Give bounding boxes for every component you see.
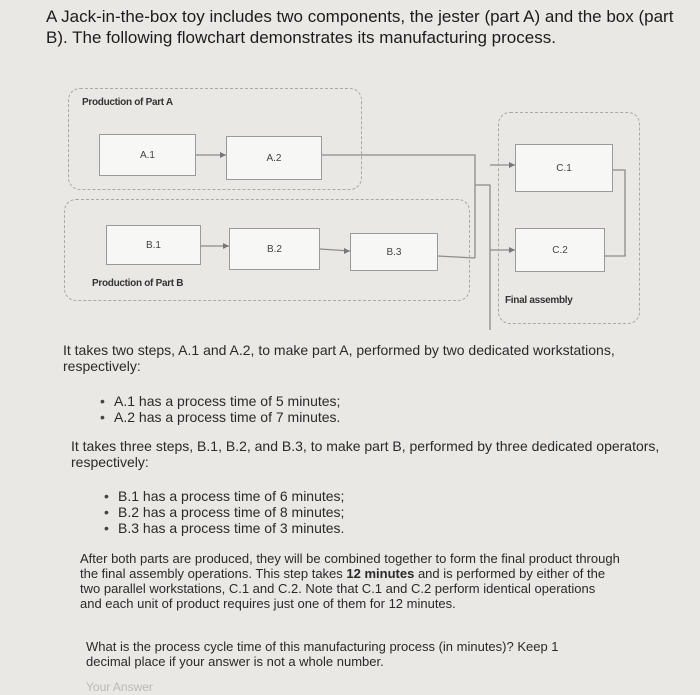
paragraph-final-assembly-text	[80, 551, 620, 611]
intro-text: A Jack-in-the-box toy includes two components, the jester (part A) and the box (part B). The following flowchart demonstrates its manufacturing process.	[46, 7, 674, 47]
connector-split	[475, 185, 490, 330]
group-final-label: Final assembly	[505, 295, 573, 306]
station-c1: C.1	[515, 144, 613, 192]
paragraph-part-b-text: It takes three steps, B.1, B.2, and B.3, to make part B, performed by three dedicated operators, respectively:	[71, 438, 660, 470]
station-b1: B.1	[106, 225, 201, 265]
group-part-a-label: Production of Part A	[82, 97, 173, 108]
list-item: • A.1 has a process time of 5 minutes;	[100, 393, 500, 409]
paragraph-part-b	[71, 438, 661, 470]
bullets-part-b	[104, 488, 504, 536]
assembly-time-highlight: 12 minutes	[346, 566, 415, 581]
question	[86, 639, 606, 669]
station-a1: A.1	[99, 134, 196, 176]
assembly-text-before: After both parts are produced, they will be combined together to form the final product through the final assembly operations. This step takes	[80, 551, 620, 581]
assembly-text-after: and is performed by either of the two parallel workstations, C.1 and C.2. Note that C.1 and C.2 perform identical operations and each unit of product requires just one of them for 12 minutes.	[80, 566, 606, 611]
list-item: • B.1 has a process time of 6 minutes;	[104, 488, 504, 504]
flowchart	[0, 0, 700, 330]
list-item: • B.3 has a process time of 3 minutes.	[104, 520, 504, 536]
list-item: • A.2 has a process time of 7 minutes.	[100, 409, 500, 425]
station-b3: B.3	[350, 233, 438, 271]
question-text: What is the process cycle time of this manufacturing process (in minutes)? Keep 1 decimal place if your answer is not a whole number.	[86, 639, 559, 669]
station-a2: A.2	[226, 136, 322, 180]
paragraph-part-a	[63, 342, 623, 374]
paragraph-part-a-text: It takes two steps, A.1 and A.2, to make part A, performed by two dedicated workstations, respectively:	[63, 342, 615, 374]
station-b2: B.2	[229, 228, 320, 270]
bullets-part-a	[100, 393, 500, 425]
station-c2: C.2	[515, 228, 605, 272]
list-item: • B.2 has a process time of 8 minutes;	[104, 504, 504, 520]
group-part-b-label: Production of Part B	[92, 278, 184, 289]
answer-input[interactable]: Your Answer	[86, 680, 153, 694]
paragraph-final-assembly	[80, 551, 620, 611]
